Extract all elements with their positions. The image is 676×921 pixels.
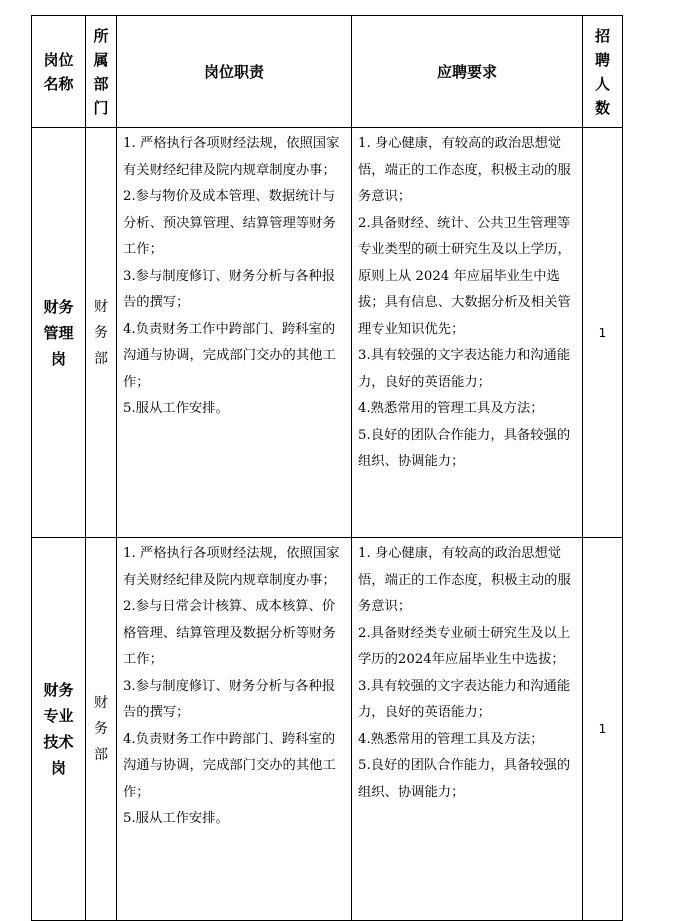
duty-item: 2.参与日常会计核算、成本核算、价格管理、结算管理及数据分析等财务工作；	[123, 599, 336, 667]
position-name-line: 专业	[43, 707, 74, 725]
requirement-item: 1. 身心健康，有较高的政治思想觉悟，端正的工作态度，积极主动的服务意识；	[358, 136, 571, 204]
duty-item: 4.负责财务工作中跨部门、跨科室的沟通与协调，完成部门交办的其他工作；	[123, 731, 336, 800]
department-line: 财	[94, 298, 108, 315]
header-text-line: 招	[594, 26, 610, 45]
duty-item: 5.服从工作安排。	[123, 401, 229, 416]
header-duties: 岗位职责	[117, 16, 352, 128]
duty-item: 2.参与物价及成本管理、数据统计与分析、预决算管理、结算管理等财务工作；	[123, 189, 336, 257]
duty-item: 1. 严格执行各项财经法规，依照国家有关财经纪律及院内规章制度办事；	[123, 136, 340, 178]
header-text-line: 数	[594, 98, 610, 117]
position-name-line: 财务	[43, 681, 74, 699]
department-cell	[86, 538, 117, 921]
header-text-line: 岗位	[43, 50, 74, 69]
requirement-item: 2.具备财经、统计、公共卫生管理等专业类型的硕士研究生及以上学历，原则上从 2024 年应届毕业生中选拔；具有信息、大数据分析及相关管理专业知识优先；	[358, 215, 571, 337]
recruitment-table	[31, 15, 623, 921]
duties-cell	[117, 128, 352, 538]
header-text-line: 所	[93, 26, 109, 45]
headcount-cell: 1	[583, 538, 623, 921]
department-line: 务	[94, 721, 108, 737]
duty-item: 5.服从工作安排。	[123, 811, 229, 826]
requirement-item: 1. 身心健康，有较高的政治思想觉悟，端正的工作态度，积极主动的服务意识；	[358, 546, 571, 614]
duty-item: 4.负责财务工作中跨部门、跨科室的沟通与协调，完成部门交办的其他工作；	[123, 321, 336, 390]
position-name-line: 财务	[43, 297, 74, 316]
requirement-item: 3.具有较强的文字表达能力和沟通能力，良好的英语能力；	[358, 678, 571, 720]
position-name-line: 管理	[43, 323, 74, 342]
header-requirements: 应聘要求	[352, 16, 583, 128]
requirements-cell	[352, 538, 583, 921]
position-name-cell	[32, 538, 86, 921]
department-line: 财	[94, 695, 108, 711]
duty-item: 1. 严格执行各项财经法规，依照国家有关财经纪律及院内规章制度办事；	[123, 546, 340, 588]
requirement-item: 4.熟悉常用的管理工具及方法；	[358, 401, 544, 416]
header-department	[86, 16, 117, 128]
headcount-cell: 1	[583, 128, 623, 538]
requirement-item: 5.良好的团队合作能力，具备较强的组织、协调能力；	[358, 427, 571, 469]
requirement-item: 4.熟悉常用的管理工具及方法；	[358, 731, 544, 747]
header-text-line: 聘	[594, 50, 610, 69]
department-cell	[86, 128, 117, 538]
header-row	[32, 16, 623, 128]
position-name-cell	[32, 128, 86, 538]
requirement-item: 5.良好的团队合作能力，具备较强的组织、协调能力；	[358, 758, 571, 800]
position-name-line: 技术	[43, 733, 74, 751]
header-text-line: 人	[594, 74, 610, 93]
table-row	[32, 538, 623, 921]
duty-item: 3.参与制度修订、财务分析与各种报告的撰写；	[123, 678, 336, 720]
header-text-line: 名称	[43, 74, 74, 93]
header-position-name	[32, 16, 86, 128]
duty-item: 3.参与制度修订、财务分析与各种报告的撰写；	[123, 268, 336, 310]
header-text-line: 属	[93, 50, 109, 69]
header-headcount	[583, 16, 623, 128]
requirements-cell	[352, 128, 583, 538]
recruitment-table-sheet	[31, 15, 622, 921]
requirement-item: 3.具有较强的文字表达能力和沟通能力，良好的英语能力；	[358, 348, 571, 390]
table-row	[32, 128, 623, 538]
department-line: 部	[94, 350, 108, 367]
department-line: 部	[94, 747, 108, 763]
requirement-item: 2.具备财经类专业硕士研究生及以上学历的2024年应届毕业生中选拔；	[358, 625, 571, 667]
position-name-line: 岗	[50, 349, 66, 368]
department-line: 务	[94, 324, 108, 341]
header-text-line: 部	[93, 74, 109, 93]
header-text-line: 门	[93, 98, 109, 117]
position-name-line: 岗	[50, 759, 66, 777]
duties-cell	[117, 538, 352, 921]
